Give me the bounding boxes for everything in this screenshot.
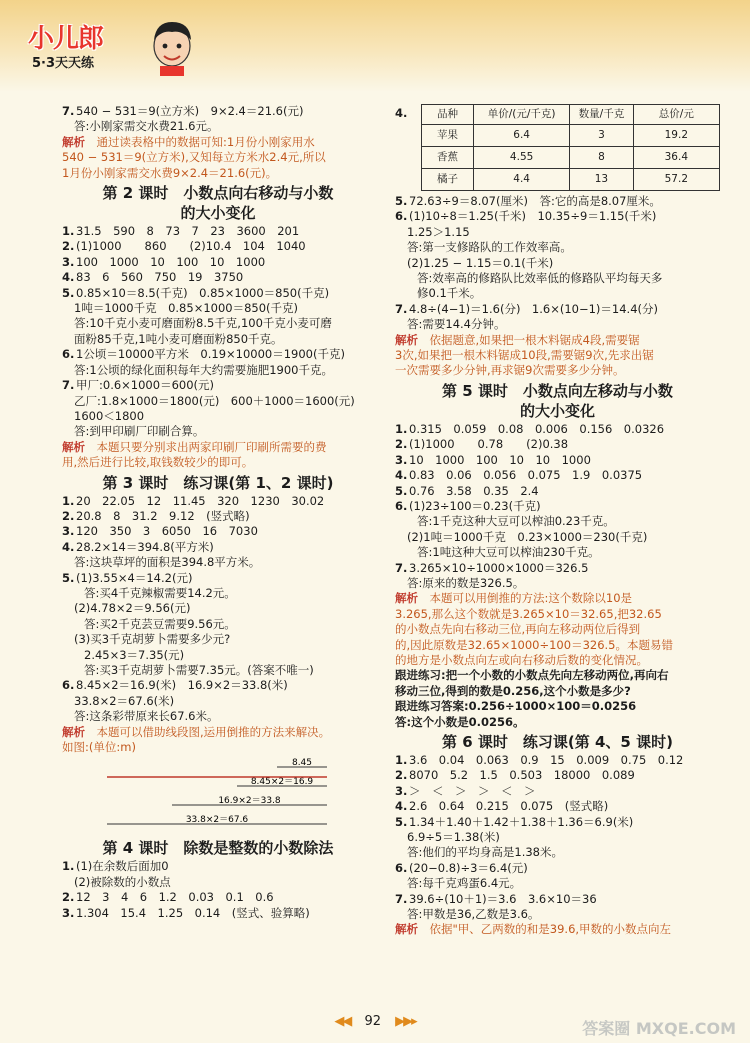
- answer-text: 甲厂:0.6×1000＝600(元): [76, 378, 214, 393]
- answer-text: 10 1000 100 10 10 1000: [409, 452, 591, 467]
- answer-text: 答:这条彩带原来长67.6米。: [74, 709, 219, 724]
- answer-line: [62, 601, 374, 616]
- answer-line: [395, 861, 720, 876]
- answer-text: 本题可以用倒推的方法:这个数除以10是: [418, 591, 633, 606]
- answer-line: [395, 753, 720, 768]
- table-cell: 香蕉: [422, 147, 474, 169]
- answer-line: [62, 617, 374, 632]
- answer-line: [62, 440, 374, 455]
- section-title-line: 第 5 课时 小数点向左移动与小数: [442, 381, 673, 400]
- section-title-line: 的大小变化: [519, 401, 595, 420]
- section-title-line: 第 3 课时 练习课(第 1、2 课时): [102, 473, 334, 492]
- question-number: 1.: [62, 493, 75, 508]
- answer-text: (2)1.25 − 1.15＝0.1(千米): [407, 255, 554, 270]
- answer-text: 答:10千克小麦可磨面粉8.5千克,100千克小麦可磨: [74, 316, 332, 331]
- answer-line: [62, 332, 374, 347]
- answer-line: [62, 316, 374, 331]
- question-number: 1.: [395, 421, 408, 436]
- table-row: [422, 169, 720, 191]
- answer-line: [395, 591, 720, 606]
- left-column: [62, 104, 374, 921]
- question-number: 2.: [395, 768, 408, 783]
- segment-label: 33.8×2＝67.6: [185, 815, 249, 826]
- answer-text: 20.8 8 31.2 9.12 (竖式略): [76, 508, 250, 523]
- price-table: [421, 104, 720, 191]
- answer-line: [395, 815, 720, 830]
- section-title-line: 第 4 课时 除数是整数的小数除法: [102, 839, 334, 858]
- mascot-boy-icon: [146, 16, 198, 76]
- answer-line: [62, 906, 374, 921]
- answer-line: [62, 239, 374, 254]
- answer-line: [395, 845, 720, 860]
- question-number: 3.: [62, 524, 75, 539]
- answer-line: [62, 301, 374, 316]
- answer-line: [395, 317, 720, 332]
- answer-line: [395, 286, 720, 301]
- answer-line: [62, 725, 374, 740]
- answer-text: 2.45×3＝7.35(元): [84, 647, 185, 662]
- answer-line: [62, 119, 374, 134]
- analysis-tag: 解析: [62, 724, 85, 739]
- answer-line: [395, 715, 720, 730]
- answer-text: 540 − 531＝9(立方米),又知每立方米水2.4元,所以: [62, 150, 326, 165]
- answer-text: 的,因此原数是32.65×1000÷100＝326.5。本题易错: [395, 637, 673, 652]
- question-number: 4.: [395, 106, 408, 120]
- question-number: 2.: [62, 890, 75, 905]
- brand-name: 小儿郎: [28, 24, 104, 54]
- answer-text: 答:每千克鸡蛋6.4元。: [407, 876, 522, 891]
- table-row: [422, 147, 720, 169]
- table-cell: 8: [570, 147, 633, 169]
- answer-line: [395, 876, 720, 891]
- answer-text: 一次需要多少分钟,再求锯9次需要多少分钟。: [395, 363, 625, 378]
- question-number: 7.: [395, 560, 408, 575]
- answer-text: 6.9÷5＝1.38(米): [407, 830, 500, 845]
- answer-line: [395, 225, 720, 240]
- answer-text: 0.76 3.58 0.35 2.4: [409, 483, 539, 498]
- analysis-tag: 解析: [62, 134, 85, 149]
- answer-text: 28.2×14＝394.8(平方米): [76, 539, 214, 554]
- answer-line: [395, 514, 720, 529]
- answer-text: 12 3 4 6 1.2 0.03 0.1 0.6: [76, 890, 274, 905]
- answer-line: [395, 348, 720, 363]
- answer-text: 移动三位,得到的数是0.256,这个小数是多少?: [395, 683, 631, 698]
- brand-logo: [18, 6, 168, 86]
- page-number: 92: [364, 1014, 381, 1029]
- answer-text: (1)1000 0.78 (2)0.38: [409, 437, 569, 452]
- analysis-tag: 解析: [395, 591, 418, 606]
- answer-line: [395, 333, 720, 348]
- question-number: 4.: [62, 539, 75, 554]
- answer-text: 答:这个小数是0.0256。: [395, 714, 525, 729]
- answer-text: 答:买3千克胡萝卜需要7.35元。(答案不唯一): [84, 663, 314, 677]
- answer-line: [395, 768, 720, 783]
- answer-text: 3.6 0.04 0.063 0.9 15 0.009 0.75 0.12: [409, 753, 684, 767]
- answer-text: 如图:(单位:m): [62, 740, 136, 755]
- answer-line: [62, 586, 374, 601]
- answer-text: 本题可以借助线段图,运用倒推的方法来解决。: [85, 724, 331, 739]
- answer-line: [395, 484, 720, 499]
- answer-line: [395, 256, 720, 271]
- answer-line: [395, 922, 720, 937]
- answer-text: 33.8×2＝67.6(米): [74, 693, 175, 708]
- answer-line: [395, 194, 720, 209]
- answer-text: 的地方是小数点向左或向右移动后数的变化情况。: [395, 652, 648, 667]
- analysis-tag: 解析: [62, 439, 85, 454]
- answer-text: 72.63÷9＝8.07(厘米) 答:它的高是8.07厘米。: [409, 194, 661, 208]
- answer-line: [62, 540, 374, 555]
- answer-line: [62, 363, 374, 378]
- question-number: 1.: [395, 753, 408, 767]
- answer-line: [62, 135, 374, 150]
- question-number: 5.: [395, 814, 408, 829]
- answer-line: [395, 302, 720, 317]
- answer-line: [62, 378, 374, 393]
- question-number: 3.: [62, 905, 75, 920]
- answer-line: [62, 709, 374, 724]
- question-number: 5.: [395, 194, 408, 208]
- question-number: 7.: [395, 891, 408, 906]
- answer-text: 31.5 590 8 73 7 23 3600 201: [76, 224, 300, 239]
- answer-text: 1.304 15.4 1.25 0.14 (竖式、验算略): [76, 905, 310, 920]
- answer-text: 1月份小刚家需交水费9×2.4＝21.6(元)。: [62, 165, 278, 180]
- answer-text: 83 6 560 750 19 3750: [76, 270, 244, 285]
- answer-text: 答:买2千克芸豆需要9.56元。: [84, 616, 236, 631]
- answer-line: [395, 784, 720, 799]
- answer-text: 39.6÷(10＋1)＝3.6 3.6×10＝36: [409, 891, 597, 906]
- table-cell: 苹果: [422, 125, 474, 147]
- question-number: 3.: [395, 452, 408, 467]
- answer-text: 120 350 3 6050 16 7030: [76, 524, 258, 539]
- answer-text: 面粉85千克,1吨小麦可磨面粉850千克。: [74, 331, 283, 346]
- answer-text: 1.34＋1.40＋1.42＋1.38＋1.36＝6.9(米): [409, 814, 634, 829]
- answer-line: [395, 668, 720, 683]
- answer-line: [395, 240, 720, 255]
- answer-text: 跟进练习:把一个小数的小数点先向左移动两位,再向右: [395, 668, 669, 683]
- answer-text: 8070 5.2 1.5 0.503 18000 0.089: [409, 768, 635, 783]
- question-number: 6.: [62, 678, 75, 693]
- answer-line: [395, 799, 720, 814]
- analysis-tag: 解析: [395, 922, 418, 937]
- answer-line: [395, 892, 720, 907]
- answer-line: [395, 576, 720, 591]
- prev-arrows-icon: ◀◀: [334, 1014, 351, 1029]
- question-number: 2.: [395, 437, 408, 452]
- answer-line: [62, 663, 374, 678]
- answer-line: [395, 422, 720, 437]
- answer-text: 乙厂:1.8×1000＝1800(元) 600＋1000＝1600(元): [74, 393, 355, 408]
- answer-text: 4.8÷(4−1)＝1.6(分) 1.6×(10−1)＝14.4(分): [409, 301, 658, 316]
- answer-text: 20 22.05 12 11.45 320 1230 30.02: [76, 493, 325, 508]
- answer-text: 答:需要14.4分钟。: [407, 317, 506, 332]
- question-number: 6.: [395, 498, 408, 513]
- answer-line: [62, 409, 374, 424]
- section-title: [62, 838, 374, 858]
- answer-line: [395, 699, 720, 714]
- table-cell: 57.2: [633, 169, 719, 191]
- answer-text: 1.25＞1.15: [407, 224, 470, 239]
- answer-text: (1)在余数后面加0: [76, 859, 169, 874]
- answer-line: [62, 224, 374, 239]
- section-title: [395, 732, 720, 752]
- table-cell: 13: [570, 169, 633, 191]
- question-number: 5.: [62, 570, 75, 585]
- answer-text: 3.265,那么这个数就是3.265×10＝32.65,把32.65: [395, 606, 662, 621]
- answer-text: (2)1吨＝1000千克 0.23×1000＝230(千克): [407, 529, 648, 544]
- table-block: [395, 104, 720, 191]
- section-title: [395, 381, 720, 421]
- answer-text: ＞ ＜ ＞ ＞ ＜ ＞: [409, 783, 536, 798]
- watermark: 答案圈 MXQE.COM: [582, 1019, 736, 1038]
- answer-line: [62, 524, 374, 539]
- segment-diagram-svg: [62, 757, 374, 835]
- answer-text: 3次,如果把一根木料锯成10段,需要锯9次,先求出锯: [395, 348, 654, 363]
- answer-text: 的小数点先向右移动三位,再向左移动两位后得到: [395, 622, 641, 637]
- answer-text: 3.265×10÷1000×1000＝326.5: [409, 560, 589, 575]
- answer-line: [62, 394, 374, 409]
- answer-line: [395, 530, 720, 545]
- answer-line: [62, 494, 374, 509]
- section-title-line: 的大小变化: [180, 204, 256, 223]
- analysis-tag: 解析: [395, 332, 418, 347]
- table-cell: 6.4: [474, 125, 570, 147]
- answer-text: 答:小刚家需交水费21.6元。: [74, 119, 219, 134]
- question-number: 4.: [395, 468, 408, 483]
- segment-label: 8.45×2＝16.9: [250, 777, 314, 788]
- answer-line: [62, 859, 374, 874]
- segment-label: 16.9×2＝33.8: [218, 796, 281, 807]
- table-header-cell: 数量/千克: [570, 105, 633, 125]
- answer-text: 1600＜1800: [74, 408, 145, 423]
- table-cell: 4.4: [474, 169, 570, 191]
- answer-text: 答:甲数是36,乙数是3.6。: [407, 907, 540, 922]
- answer-text: 0.83 0.06 0.056 0.075 1.9 0.0375: [409, 468, 643, 483]
- question-number: 4.: [62, 270, 75, 285]
- answer-text: (1)23÷100＝0.23(千克): [409, 498, 541, 513]
- answer-text: (20−0.8)÷3＝6.4(元): [409, 860, 528, 875]
- answer-line: [395, 684, 720, 699]
- answer-line: [395, 607, 720, 622]
- question-number: 6.: [395, 860, 408, 875]
- answer-text: 答:买4千克辣椒需要14.2元。: [84, 585, 236, 600]
- answer-line: [62, 555, 374, 570]
- answer-line: [62, 286, 374, 301]
- answer-line: [395, 830, 720, 845]
- question-number: 3.: [395, 783, 408, 798]
- answer-text: 答:他们的平均身高是1.38米。: [407, 845, 563, 860]
- table-header-row: [422, 105, 720, 125]
- answer-text: 答:1吨这种大豆可以榨油230千克。: [417, 545, 600, 560]
- answer-text: 本题只要分别求出两家印刷厂印刷所需要的费: [85, 439, 327, 454]
- answer-line: [62, 571, 374, 586]
- table-row: [422, 125, 720, 147]
- table-header-cell: 单价/(元/千克): [474, 105, 570, 125]
- answer-text: 修0.1千米。: [417, 286, 482, 301]
- answer-line: [395, 271, 720, 286]
- answer-text: (2)4.78×2＝9.56(元): [74, 601, 191, 616]
- table-header-cell: 总价/元: [633, 105, 719, 125]
- section-title-line: 第 6 课时 练习课(第 4、5 课时): [442, 733, 673, 751]
- answer-line: [62, 270, 374, 285]
- answer-text: 答:第一支修路队的工作效率高。: [407, 240, 572, 255]
- answer-line: [62, 509, 374, 524]
- answer-text: (1)3.55×4＝14.2(元): [76, 570, 193, 585]
- answer-text: 0.315 0.059 0.08 0.006 0.156 0.0326: [409, 421, 665, 436]
- answer-line: [395, 453, 720, 468]
- question-number: 4.: [395, 799, 408, 814]
- answer-line: [62, 166, 374, 181]
- right-column: [395, 104, 720, 938]
- table-cell: 4.55: [474, 147, 570, 169]
- answer-text: 跟进练习答案:0.256÷1000×100＝0.0256: [395, 699, 637, 714]
- table-cell: 橘子: [422, 169, 474, 191]
- answer-line: [395, 907, 720, 922]
- answer-line: [62, 890, 374, 905]
- answer-text: (3)买3千克胡萝卜需要多少元?: [74, 632, 231, 647]
- answer-text: 2.6 0.64 0.215 0.075 (竖式略): [409, 799, 609, 814]
- section-title-line: 第 2 课时 小数点向右移动与小数: [102, 184, 334, 203]
- answer-text: 1吨＝1000千克 0.85×1000＝850(千克): [74, 301, 299, 316]
- question-number: 5.: [395, 483, 408, 498]
- answer-line: [395, 545, 720, 560]
- brand-subtitle: 5·3天天练: [32, 56, 95, 71]
- answer-line: [62, 632, 374, 647]
- answer-text: 540 − 531＝9(立方米) 9×2.4＝21.6(元): [76, 104, 304, 118]
- table-header-cell: 品种: [422, 105, 474, 125]
- answer-line: [62, 678, 374, 693]
- table-cell: 3: [570, 125, 633, 147]
- answer-line: [62, 740, 374, 755]
- answer-text: 答:这块草坪的面积是394.8平方米。: [74, 555, 261, 570]
- answer-text: (2)被除数的小数点: [74, 874, 171, 889]
- segment-label: 8.45: [291, 758, 313, 769]
- answer-text: 答:原来的数是326.5。: [407, 575, 525, 590]
- answer-line: [62, 104, 374, 119]
- question-number: 7.: [62, 378, 75, 393]
- answer-text: 8.45×2＝16.9(米) 16.9×2＝33.8(米): [76, 678, 288, 693]
- answer-line: [395, 209, 720, 224]
- question-number: 3.: [62, 254, 75, 269]
- answer-text: (1)10÷8＝1.25(千米) 10.35÷9＝1.15(千米): [409, 209, 657, 224]
- answer-line: [62, 347, 374, 362]
- question-number: 1.: [62, 859, 75, 874]
- answer-line: [62, 424, 374, 439]
- answer-line: [62, 648, 374, 663]
- question-number: 5.: [62, 285, 75, 300]
- table-cell: 36.4: [633, 147, 719, 169]
- section-title: [62, 183, 374, 223]
- answer-line: [62, 694, 374, 709]
- answer-line: [395, 437, 720, 452]
- answer-text: 答:到甲印刷厂印刷合算。: [74, 424, 205, 439]
- segment-diagram: [62, 757, 374, 835]
- answer-line: [62, 455, 374, 470]
- answer-line: [62, 150, 374, 165]
- answer-line: [395, 653, 720, 668]
- answer-line: [62, 875, 374, 890]
- answer-text: 通过读表格中的数据可知:1月份小刚家用水: [85, 134, 315, 149]
- answer-text: 100 1000 10 100 10 1000: [76, 254, 266, 269]
- answer-text: 用,然后进行比较,取钱数较少的即可。: [62, 455, 254, 470]
- question-number: 1.: [62, 224, 75, 239]
- question-number: 6.: [62, 347, 75, 362]
- question-number: 2.: [62, 508, 75, 523]
- answer-text: 答:效率高的修路队比效率低的修路队平均每天多: [417, 271, 663, 286]
- question-number: 6.: [395, 209, 408, 224]
- answer-line: [395, 622, 720, 637]
- table-cell: 19.2: [633, 125, 719, 147]
- answer-text: 答:1公顷的绿化面积每年大约需要施肥1900千克。: [74, 362, 333, 377]
- answer-text: 0.85×10＝8.5(千克) 0.85×1000＝850(千克): [76, 285, 330, 300]
- question-number: 2.: [62, 239, 75, 254]
- answer-line: [395, 638, 720, 653]
- next-arrows-icon: ▶▶▸: [395, 1014, 416, 1029]
- answer-line: [395, 468, 720, 483]
- section-title: [62, 473, 374, 493]
- answer-text: 答:1千克这种大豆可以榨油0.23千克。: [417, 514, 615, 529]
- answer-text: (1)1000 860 (2)10.4 104 1040: [76, 239, 306, 254]
- question-number: 7.: [395, 301, 408, 316]
- answer-text: 依据题意,如果把一根木料锯成4段,需要锯: [418, 332, 640, 347]
- answer-line: [395, 499, 720, 514]
- answer-text: 1公顷＝10000平方米 0.19×10000＝1900(千克): [76, 347, 345, 362]
- answer-text: 依据"甲、乙两数的和是39.6,甲数的小数点向左: [418, 922, 672, 937]
- answer-line: [395, 561, 720, 576]
- answer-line: [62, 255, 374, 270]
- answer-line: [395, 363, 720, 378]
- question-number: 7.: [62, 104, 75, 118]
